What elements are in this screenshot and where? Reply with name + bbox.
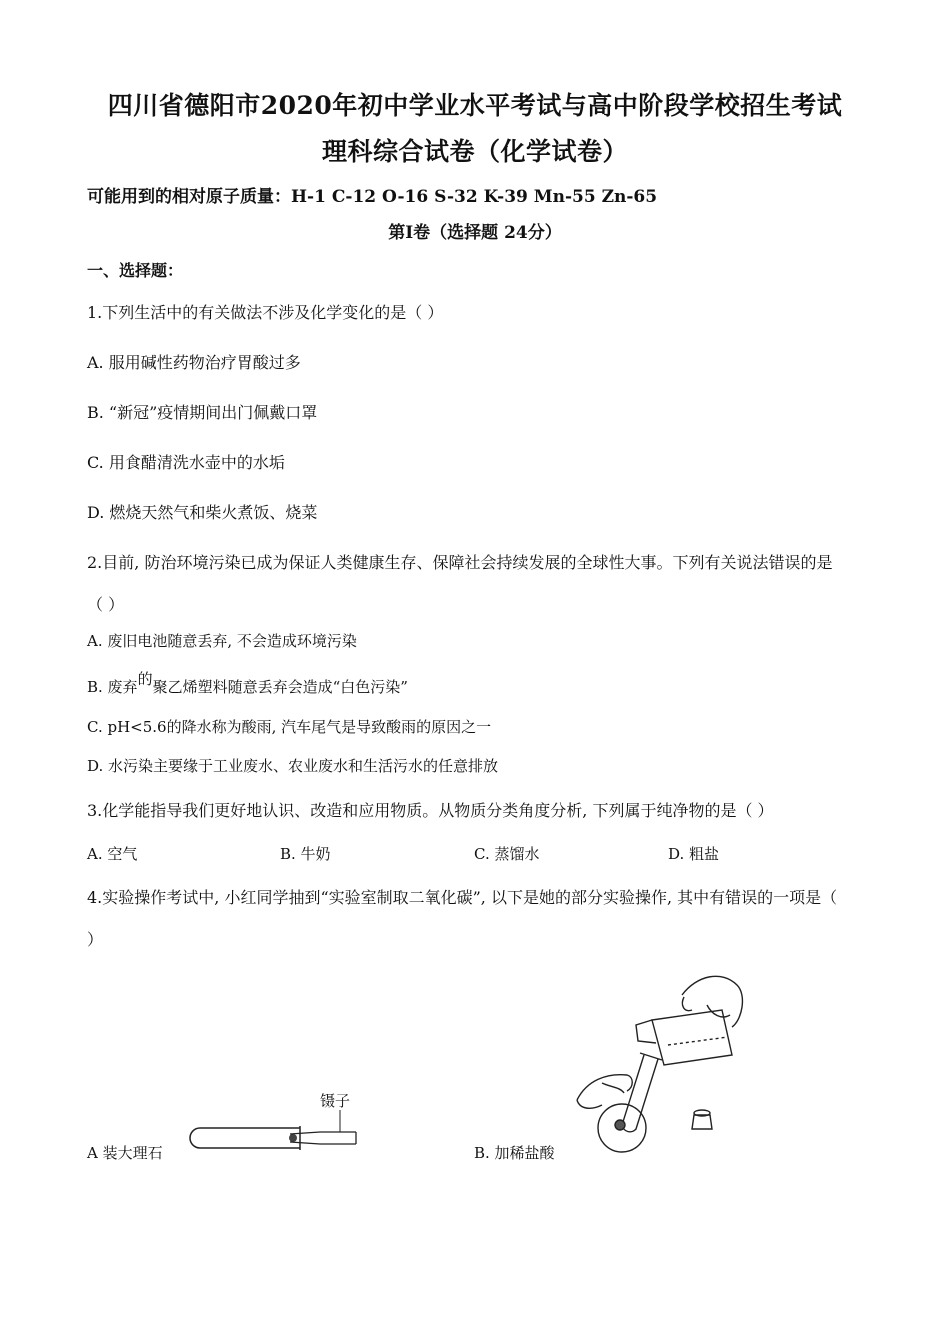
pour-acid-figure — [572, 965, 772, 1155]
question-2-stem-cont: （ ） — [87, 595, 125, 614]
question-3-option-c: C. 蒸馏水 — [474, 845, 540, 863]
question-4-stem: 4.实验操作考试中, 小红同学抽到“实验室制取二氧化碳”, 以下是她的部分实验操作, 其中有错误的一项是（ — [87, 888, 838, 907]
section-heading: 一、选择题： — [87, 261, 184, 280]
atomic-mass-line: 可能用到的相对原子质量：H-1 C-12 O-16 S-32 K-39 Mn-55 Zn-65 — [87, 187, 658, 207]
question-2-option-b — [87, 670, 408, 697]
question-3-stem: 3.化学能指导我们更好地认识、改造和应用物质。从物质分类角度分析, 下列属于纯净物的是（ ） — [87, 801, 774, 820]
question-3-option-d: D. 粗盐 — [668, 845, 720, 863]
question-2-option-c: C. pH<5.6的降水称为酸雨, 汽车尾气是导致酸雨的原因之一 — [87, 718, 492, 736]
volume-heading: 第Ⅰ卷（选择题 24分） — [388, 223, 562, 243]
question-2-option-b-raised: 的 — [137, 670, 153, 688]
question-2-stem: 2.目前, 防治环境污染已成为保证人类健康生存、保障社会持续发展的全球性大事。下列有关说法错误的是 — [87, 553, 833, 572]
question-1-option-a: A. 服用碱性药物治疗胃酸过多 — [87, 353, 301, 372]
question-2-option-b-suffix: 聚乙烯塑料随意丢弃会造成“白色污染” — [152, 678, 408, 696]
question-4-option-b: B. 加稀盐酸 — [474, 1144, 555, 1162]
question-4-option-a: A 装大理石 — [87, 1144, 163, 1162]
page-title: 四川省德阳市2020年初中学业水平考试与高中阶段学校招生考试 — [107, 91, 843, 120]
question-3-option-b: B. 牛奶 — [280, 845, 331, 863]
tweezers-label: 镊子 — [320, 1092, 351, 1110]
page-subtitle: 理科综合试卷（化学试卷） — [321, 137, 628, 166]
question-1-option-b: B. “新冠”疫情期间出门佩戴口罩 — [87, 403, 318, 422]
question-4-stem-cont: ） — [87, 930, 104, 949]
question-1-option-d: D. 燃烧天然气和柴火煮饭、烧菜 — [87, 503, 318, 522]
question-2-option-d: D. 水污染主要缘于工业废水、农业废水和生活污水的任意排放 — [87, 757, 499, 775]
question-1-stem: 1.下列生活中的有关做法不涉及化学变化的是（ ） — [87, 303, 444, 322]
question-2-option-a: A. 废旧电池随意丢弃, 不会造成环境污染 — [87, 632, 357, 650]
question-2-option-b-prefix: B. 废弃 — [87, 678, 138, 696]
question-1-option-c: C. 用食醋清洗水壶中的水垢 — [87, 453, 285, 472]
question-3-option-a: A. 空气 — [87, 845, 138, 863]
